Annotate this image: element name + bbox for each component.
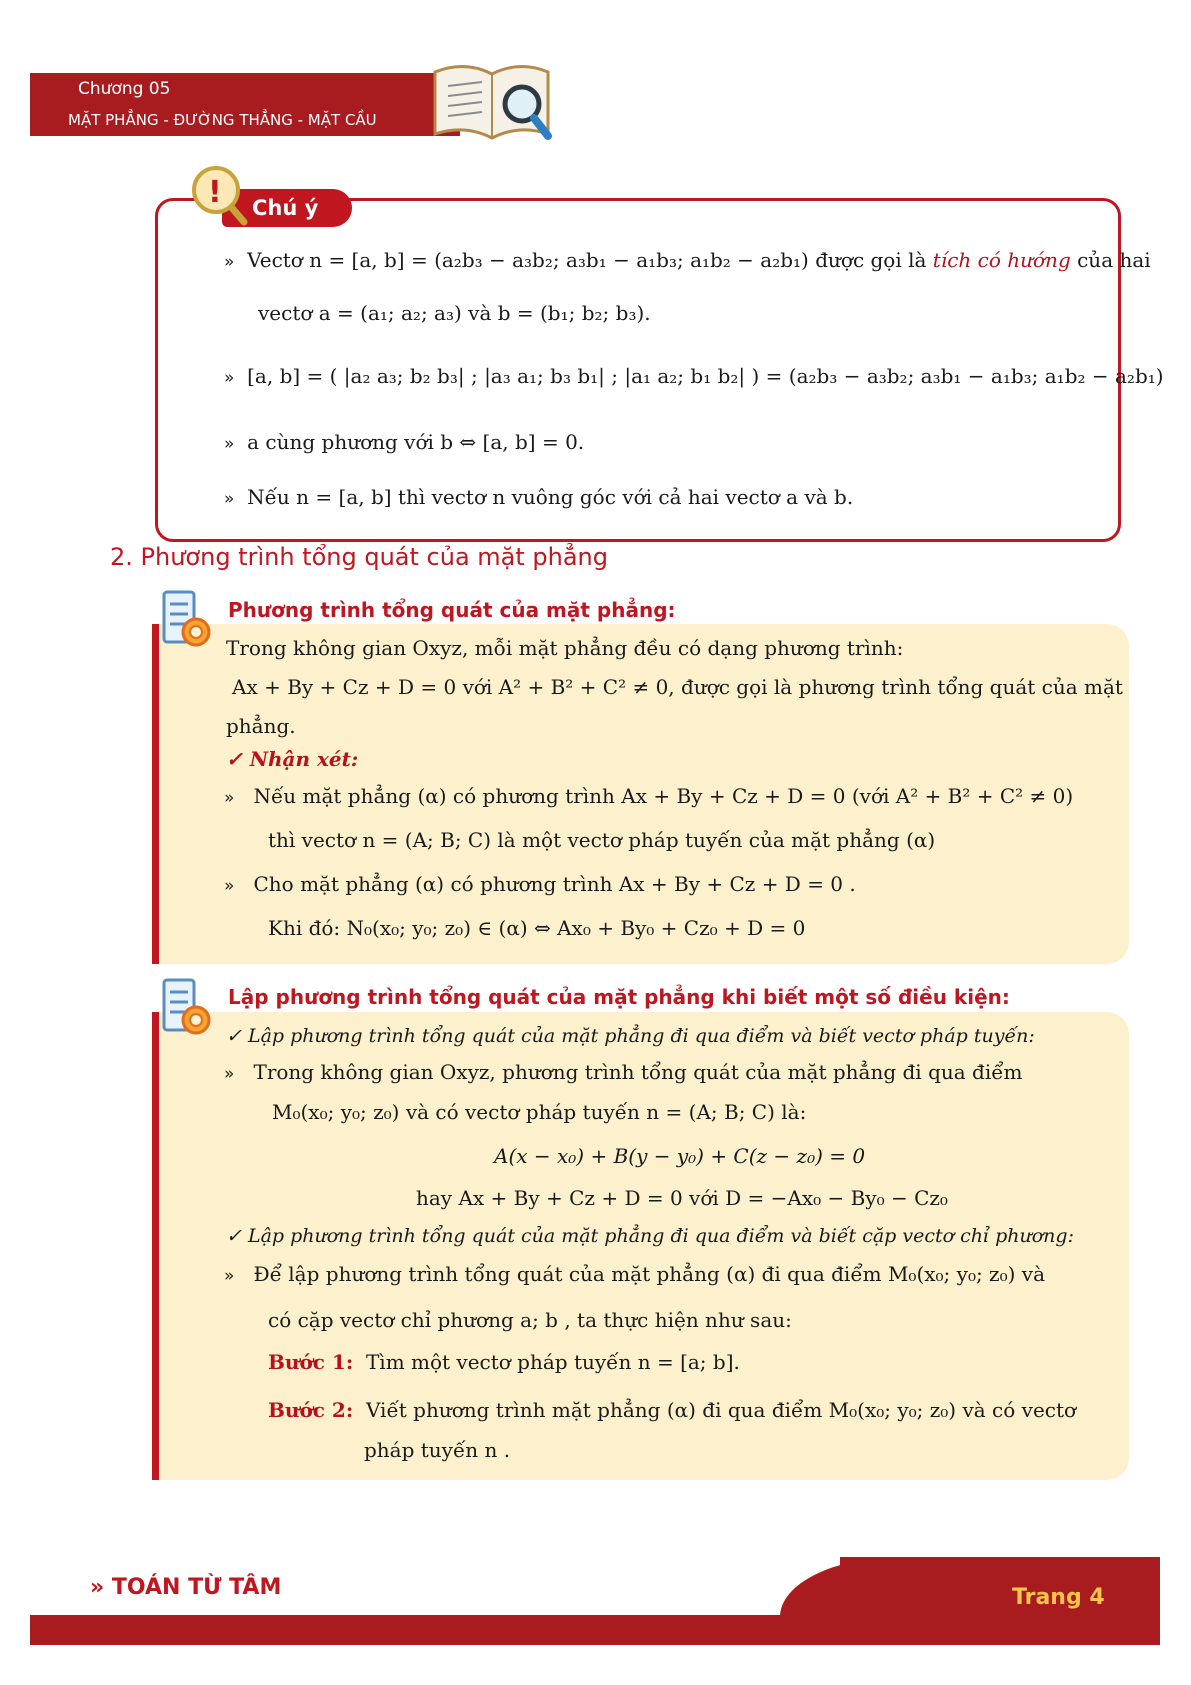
book-magnifier-icon [430, 52, 555, 147]
case-2-line-b: có cặp vectơ chỉ phương a; b , ta thực hiện như sau: [268, 1308, 792, 1332]
box1-title: Phương trình tổng quát của mặt phẳng: [228, 598, 676, 622]
note-line-4: » a cùng phương với b ⇔ [a, b] = 0. [224, 430, 585, 454]
chapter-label: Chương 05 [78, 79, 171, 99]
note-line-5: » Nếu n = [a, b] thì vectơ n vuông góc với cả hai vectơ a và b. [224, 485, 854, 509]
equation-1: A(x − x₀) + B(y − y₀) + C(z − z₀) = 0 [494, 1144, 866, 1168]
box1-bullet-2b: Khi đó: N₀(x₀; y₀; z₀) ∈ (α) ⇔ Ax₀ + By₀ + Cz₀ + D = 0 [268, 916, 806, 940]
note-tag: Chú ý [222, 189, 352, 227]
case-1-heading: ✓ Lập phương trình tổng quát của mặt phẳng đi qua điểm và biết vectơ pháp tuyến: [226, 1025, 1035, 1047]
box1-p2: Ax + By + Cz + D = 0 với A² + B² + C² ≠ 0, được gọi là phương trình tổng quát của mặt [232, 675, 1123, 699]
case-2-line-a: » Để lập phương trình tổng quát của mặt phẳng (α) đi qua điểm M₀(x₀; y₀; z₀) và [224, 1262, 1045, 1286]
box1-p3: phẳng. [226, 714, 296, 738]
case-1-line-a: » Trong không gian Oxyz, phương trình tổng quát của mặt phẳng đi qua điểm [224, 1060, 1023, 1084]
box1-bullet-2a: » Cho mặt phẳng (α) có phương trình Ax + By + Cz + D = 0 . [224, 872, 856, 896]
case-2-heading: ✓ Lập phương trình tổng quát của mặt phẳng đi qua điểm và biết cặp vectơ chỉ phương: [226, 1225, 1074, 1247]
box1-bullet-1b: thì vectơ n = (A; B; C) là một vectơ pháp tuyến của mặt phẳng (α) [268, 828, 936, 852]
box1-bullet-1a: » Nếu mặt phẳng (α) có phương trình Ax + By + Cz + D = 0 (với A² + B² + C² ≠ 0) [224, 784, 1074, 808]
step-2-cont: pháp tuyến n . [364, 1438, 511, 1462]
note-line-3: » [a, b] = ( |a₂ a₃; b₂ b₃| ; |a₃ a₁; b₃ b₁| ; |a₁ a₂; b₁ b₂| ) = (a₂b₃ − a₃b₂; a₃b₁ − a₁b₃; a₁b₂ − a₂b₁) [224, 364, 1164, 388]
svg-text:!: ! [208, 175, 222, 210]
section-title: 2. Phương trình tổng quát của mặt phẳng [110, 543, 608, 571]
checklist-target-icon [160, 976, 212, 1038]
step-2: Bước 2: Viết phương trình mặt phẳng (α) đi qua điểm M₀(x₀; y₀; z₀) và có vectơ [268, 1398, 1077, 1422]
equation-2: hay Ax + By + Cz + D = 0 với D = −Ax₀ − By₀ − Cz₀ [416, 1186, 948, 1210]
box2-title: Lập phương trình tổng quát của mặt phẳng khi biết một số điều kiện: [228, 985, 1010, 1009]
alert-magnifier-icon [188, 164, 248, 226]
note-line-1: » Vectơ n = [a, b] = (a₂b₃ − a₃b₂; a₃b₁ − a₁b₃; a₁b₂ − a₂b₁) được gọi là tích có hướng của hai [224, 248, 1151, 272]
case-1-line-b: M₀(x₀; y₀; z₀) và có vectơ pháp tuyến n = (A; B; C) là: [272, 1100, 807, 1124]
box1-p1: Trong không gian Oxyz, mỗi mặt phẳng đều có dạng phương trình: [226, 636, 904, 660]
step-1: Bước 1: Tìm một vectơ pháp tuyến n = [a; b]. [268, 1350, 740, 1374]
footer-tab [840, 1557, 1160, 1617]
chapter-banner [30, 73, 460, 136]
checklist-target-icon [160, 588, 212, 650]
remark-label: ✓ Nhận xét: [226, 747, 359, 771]
note-line-2: vectơ a = (a₁; a₂; a₃) và b = (b₁; b₂; b₃). [258, 301, 651, 325]
page-number: Trang 4 [1012, 1585, 1105, 1610]
footer-bar [30, 1615, 1160, 1645]
chapter-subtitle: MẶT PHẲNG - ĐƯỜNG THẲNG - MẶT CẦU [68, 111, 377, 129]
footer-brand: » TOÁN TỪ TÂM [90, 1575, 282, 1600]
